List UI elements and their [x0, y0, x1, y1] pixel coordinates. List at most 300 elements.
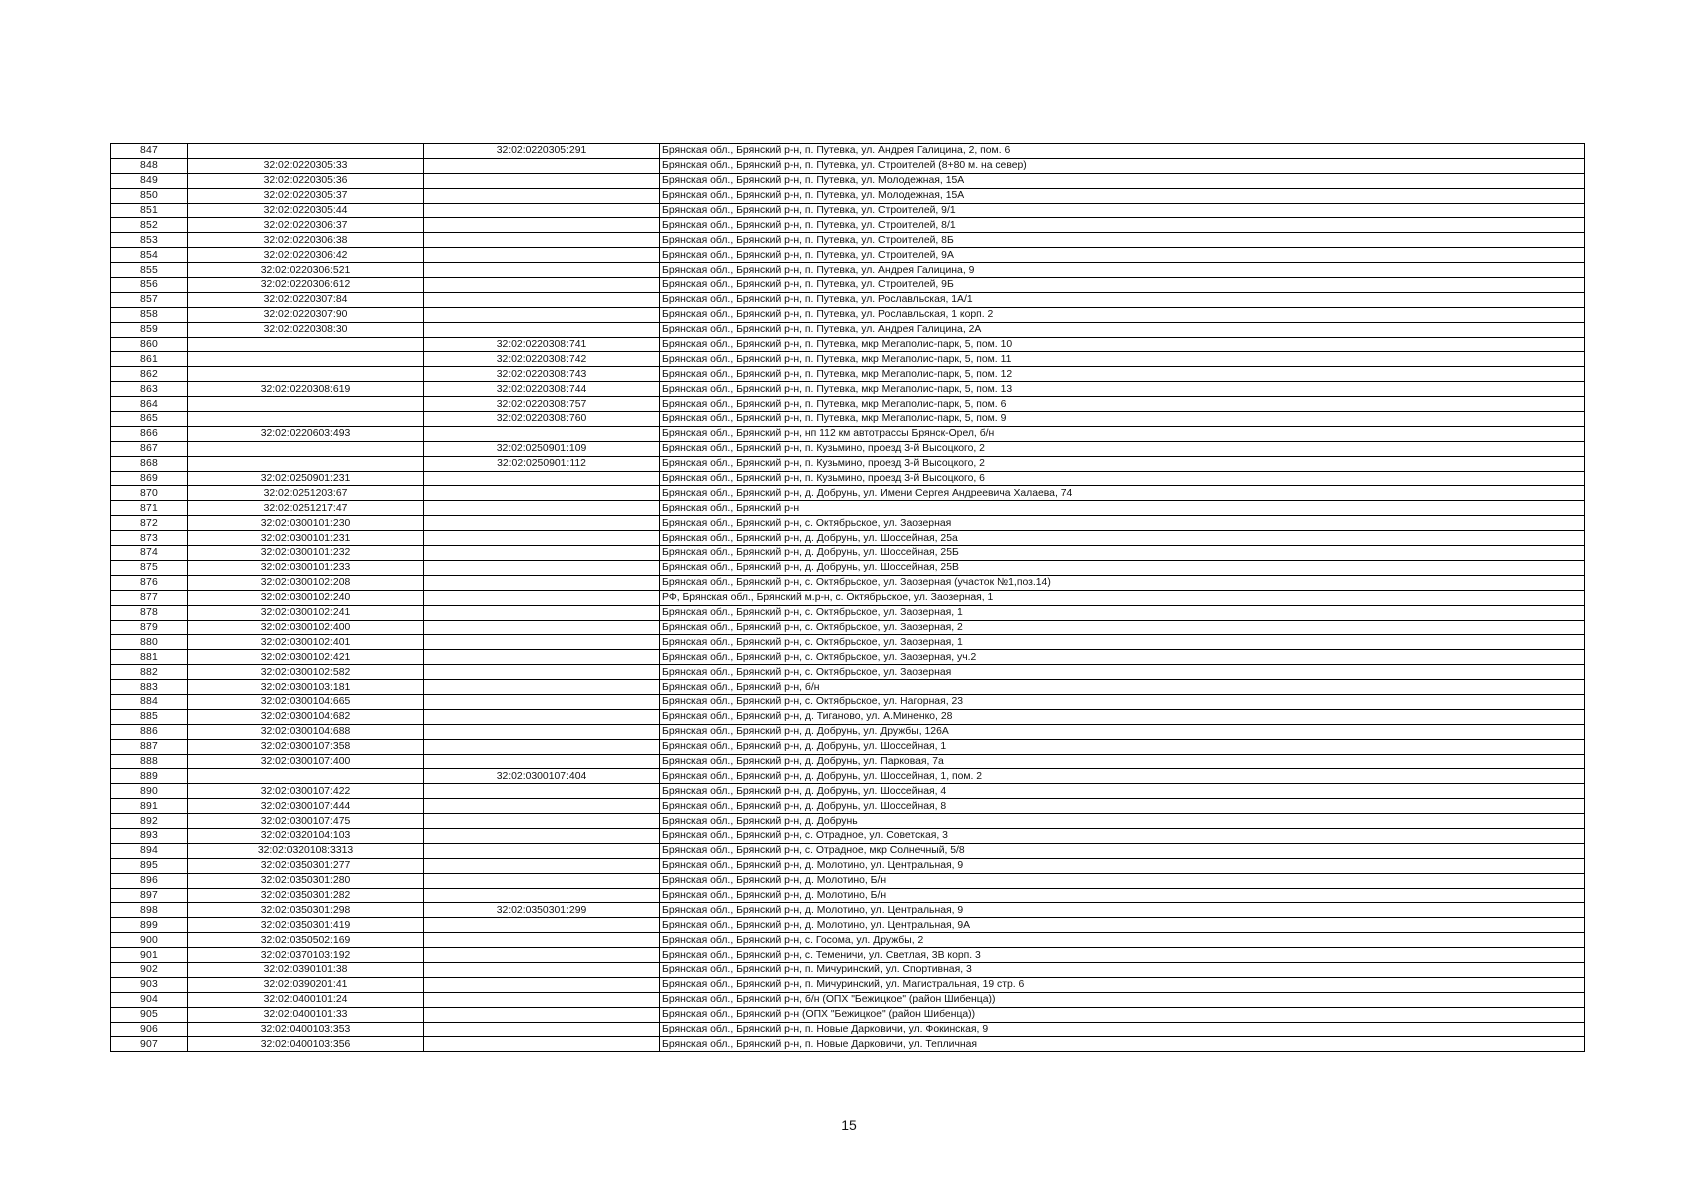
address-cell: Брянская обл., Брянский р-н, д. Молотино, Б/н: [660, 888, 1585, 903]
table-row: [111, 337, 1585, 352]
table-row: [111, 248, 1585, 263]
object-cadastral-number-cell: [424, 709, 660, 724]
cadastral-number-cell: 32:02:0300107:444: [188, 799, 424, 814]
row-number-cell: 904: [111, 992, 188, 1007]
address-cell: Брянская обл., Брянский р-н (ОПХ "Бежицкое" (район Шибенца)): [660, 1007, 1585, 1022]
row-number-cell: 869: [111, 471, 188, 486]
cadastral-number-cell: 32:02:0251203:67: [188, 486, 424, 501]
row-number-cell: 888: [111, 754, 188, 769]
object-cadastral-number-cell: [424, 188, 660, 203]
table-row: [111, 977, 1585, 992]
object-cadastral-number-cell: 32:02:0220308:741: [424, 337, 660, 352]
address-cell: Брянская обл., Брянский р-н, п. Путевка, ул. Молодежная, 15А: [660, 188, 1585, 203]
object-cadastral-number-cell: [424, 977, 660, 992]
address-cell: Брянская обл., Брянский р-н, с. Октябрьское, ул. Заозерная, 1: [660, 605, 1585, 620]
row-number-cell: 893: [111, 828, 188, 843]
row-number-cell: 879: [111, 620, 188, 635]
object-cadastral-number-cell: 32:02:0220308:760: [424, 412, 660, 427]
table-row: [111, 918, 1585, 933]
table-row: [111, 1007, 1585, 1022]
table-row: [111, 307, 1585, 322]
address-cell: Брянская обл., Брянский р-н, п. Путевка, ул. Андрея Галицина, 2, пом. 6: [660, 144, 1585, 159]
table-row: [111, 843, 1585, 858]
table-body: [111, 144, 1585, 1052]
row-number-cell: 867: [111, 441, 188, 456]
cadastral-number-cell: 32:02:0390101:38: [188, 962, 424, 977]
cadastral-number-cell: 32:02:0300103:181: [188, 680, 424, 695]
cadastral-number-cell: 32:02:0220308:30: [188, 322, 424, 337]
object-cadastral-number-cell: [424, 263, 660, 278]
object-cadastral-number-cell: [424, 426, 660, 441]
row-number-cell: 884: [111, 694, 188, 709]
address-cell: Брянская обл., Брянский р-н, б/н: [660, 680, 1585, 695]
table-row: [111, 873, 1585, 888]
row-number-cell: 858: [111, 307, 188, 322]
object-cadastral-number-cell: [424, 933, 660, 948]
cadastral-number-cell: [188, 367, 424, 382]
object-cadastral-number-cell: 32:02:0300107:404: [424, 769, 660, 784]
address-cell: Брянская обл., Брянский р-н, д. Добрунь, ул. Шоссейная, 25Б: [660, 546, 1585, 561]
table-row: [111, 650, 1585, 665]
cadastral-number-cell: 32:02:0220307:84: [188, 292, 424, 307]
address-cell: Брянская обл., Брянский р-н, с. Госома, ул. Дружбы, 2: [660, 933, 1585, 948]
row-number-cell: 862: [111, 367, 188, 382]
table-row: [111, 992, 1585, 1007]
row-number-cell: 901: [111, 948, 188, 963]
table-row: [111, 635, 1585, 650]
table-row: [111, 188, 1585, 203]
row-number-cell: 898: [111, 903, 188, 918]
table-row: [111, 516, 1585, 531]
address-cell: Брянская обл., Брянский р-н, д. Добрунь: [660, 814, 1585, 829]
table-row: [111, 441, 1585, 456]
object-cadastral-number-cell: [424, 635, 660, 650]
row-number-cell: 880: [111, 635, 188, 650]
table-row: [111, 962, 1585, 977]
cadastral-number-cell: 32:02:0300107:422: [188, 784, 424, 799]
cadastral-number-cell: 32:02:0300104:688: [188, 724, 424, 739]
cadastral-table: [110, 143, 1585, 1052]
address-cell: Брянская обл., Брянский р-н, д. Добрунь, ул. Шоссейная, 8: [660, 799, 1585, 814]
row-number-cell: 907: [111, 1037, 188, 1052]
object-cadastral-number-cell: [424, 218, 660, 233]
table-row: [111, 709, 1585, 724]
object-cadastral-number-cell: [424, 292, 660, 307]
row-number-cell: 896: [111, 873, 188, 888]
object-cadastral-number-cell: [424, 828, 660, 843]
address-cell: Брянская обл., Брянский р-н, с. Октябрьское, ул. Нагорная, 23: [660, 694, 1585, 709]
object-cadastral-number-cell: 32:02:0250901:112: [424, 456, 660, 471]
cadastral-number-cell: 32:02:0220306:42: [188, 248, 424, 263]
table-row: [111, 888, 1585, 903]
cadastral-number-cell: 32:02:0350301:282: [188, 888, 424, 903]
address-cell: Брянская обл., Брянский р-н, п. Путевка, ул. Рославльская, 1 корп. 2: [660, 307, 1585, 322]
row-number-cell: 855: [111, 263, 188, 278]
table-row: [111, 233, 1585, 248]
cadastral-number-cell: 32:02:0220308:619: [188, 382, 424, 397]
row-number-cell: 847: [111, 144, 188, 159]
cadastral-number-cell: 32:02:0300101:233: [188, 560, 424, 575]
table-row: [111, 754, 1585, 769]
address-cell: Брянская обл., Брянский р-н, с. Октябрьское, ул. Заозерная (участок №1,поз.14): [660, 575, 1585, 590]
address-cell: Брянская обл., Брянский р-н, б/н (ОПХ "Бежицкое" (район Шибенца)): [660, 992, 1585, 1007]
table-row: [111, 426, 1585, 441]
row-number-cell: 894: [111, 843, 188, 858]
table-row: [111, 858, 1585, 873]
cadastral-number-cell: 32:02:0300107:400: [188, 754, 424, 769]
cadastral-number-cell: 32:02:0300102:401: [188, 635, 424, 650]
address-cell: Брянская обл., Брянский р-н, нп 112 км автотрассы Брянск-Орел, б/н: [660, 426, 1585, 441]
address-cell: Брянская обл., Брянский р-н, с. Октябрьское, ул. Заозерная, 1: [660, 635, 1585, 650]
table-row: [111, 605, 1585, 620]
row-number-cell: 872: [111, 516, 188, 531]
object-cadastral-number-cell: [424, 1037, 660, 1052]
object-cadastral-number-cell: [424, 873, 660, 888]
address-cell: Брянская обл., Брянский р-н, п. Кузьмино, проезд 3-й Высоцкого, 6: [660, 471, 1585, 486]
address-cell: Брянская обл., Брянский р-н, д. Молотино, ул. Центральная, 9: [660, 903, 1585, 918]
table-row: [111, 382, 1585, 397]
table-row: [111, 694, 1585, 709]
object-cadastral-number-cell: 32:02:0220308:742: [424, 352, 660, 367]
cadastral-number-cell: 32:02:0220305:44: [188, 203, 424, 218]
table-row: [111, 173, 1585, 188]
row-number-cell: 873: [111, 531, 188, 546]
cadastral-number-cell: 32:02:0220305:36: [188, 173, 424, 188]
object-cadastral-number-cell: [424, 486, 660, 501]
address-cell: Брянская обл., Брянский р-н, п. Путевка, ул. Строителей, 9/1: [660, 203, 1585, 218]
row-number-cell: 906: [111, 1022, 188, 1037]
address-cell: Брянская обл., Брянский р-н, с. Октябрьское, ул. Заозерная: [660, 516, 1585, 531]
cadastral-number-cell: 32:02:0350301:280: [188, 873, 424, 888]
object-cadastral-number-cell: [424, 278, 660, 293]
cadastral-number-cell: 32:02:0300101:230: [188, 516, 424, 531]
object-cadastral-number-cell: [424, 694, 660, 709]
row-number-cell: 887: [111, 739, 188, 754]
row-number-cell: 891: [111, 799, 188, 814]
table-row: [111, 218, 1585, 233]
cadastral-number-cell: 32:02:0220306:38: [188, 233, 424, 248]
cadastral-number-cell: 32:02:0300102:208: [188, 575, 424, 590]
table-row: [111, 486, 1585, 501]
object-cadastral-number-cell: [424, 575, 660, 590]
cadastral-number-cell: 32:02:0390201:41: [188, 977, 424, 992]
row-number-cell: 883: [111, 680, 188, 695]
table-row: [111, 948, 1585, 963]
table-row: [111, 784, 1585, 799]
cadastral-number-cell: 32:02:0300104:665: [188, 694, 424, 709]
address-cell: Брянская обл., Брянский р-н, д. Добрунь, ул. Дружбы, 126А: [660, 724, 1585, 739]
address-cell: Брянская обл., Брянский р-н, п. Кузьмино, проезд 3-й Высоцкого, 2: [660, 456, 1585, 471]
object-cadastral-number-cell: 32:02:0220308:743: [424, 367, 660, 382]
cadastral-number-cell: 32:02:0300107:475: [188, 814, 424, 829]
cadastral-number-cell: 32:02:0350502:169: [188, 933, 424, 948]
row-number-cell: 875: [111, 560, 188, 575]
object-cadastral-number-cell: [424, 724, 660, 739]
object-cadastral-number-cell: [424, 516, 660, 531]
table-row: [111, 575, 1585, 590]
table-row: [111, 739, 1585, 754]
cadastral-number-cell: 32:02:0220305:33: [188, 158, 424, 173]
cadastral-number-cell: 32:02:0220603:493: [188, 426, 424, 441]
address-cell: Брянская обл., Брянский р-н, д. Молотино, Б/н: [660, 873, 1585, 888]
table-row: [111, 546, 1585, 561]
table-row: [111, 680, 1585, 695]
address-cell: Брянская обл., Брянский р-н, п. Путевка, мкр Мегаполис-парк, 5, пом. 12: [660, 367, 1585, 382]
table-row: [111, 560, 1585, 575]
address-cell: Брянская обл., Брянский р-н, д. Добрунь, ул. Имени Сергея Андреевича Халаева, 74: [660, 486, 1585, 501]
cadastral-number-cell: 32:02:0300101:232: [188, 546, 424, 561]
table-row: [111, 278, 1585, 293]
row-number-cell: 870: [111, 486, 188, 501]
row-number-cell: 878: [111, 605, 188, 620]
address-cell: Брянская обл., Брянский р-н, п. Путевка, мкр Мегаполис-парк, 5, пом. 6: [660, 397, 1585, 412]
row-number-cell: 866: [111, 426, 188, 441]
cadastral-number-cell: 32:02:0300104:682: [188, 709, 424, 724]
cadastral-number-cell: 32:02:0320108:3313: [188, 843, 424, 858]
row-number-cell: 889: [111, 769, 188, 784]
object-cadastral-number-cell: [424, 888, 660, 903]
cadastral-number-cell: 32:02:0400103:356: [188, 1037, 424, 1052]
object-cadastral-number-cell: 32:02:0350301:299: [424, 903, 660, 918]
cadastral-number-cell: 32:02:0320104:103: [188, 828, 424, 843]
address-cell: Брянская обл., Брянский р-н, п. Путевка, ул. Строителей, 8/1: [660, 218, 1585, 233]
address-cell: Брянская обл., Брянский р-н, п. Путевка, ул. Строителей, 8Б: [660, 233, 1585, 248]
row-number-cell: 859: [111, 322, 188, 337]
cadastral-number-cell: 32:02:0300102:240: [188, 590, 424, 605]
row-number-cell: 865: [111, 412, 188, 427]
address-cell: Брянская обл., Брянский р-н, д. Добрунь, ул. Шоссейная, 25В: [660, 560, 1585, 575]
row-number-cell: 892: [111, 814, 188, 829]
cadastral-number-cell: 32:02:0400101:24: [188, 992, 424, 1007]
address-cell: Брянская обл., Брянский р-н, д. Добрунь, ул. Шоссейная, 1: [660, 739, 1585, 754]
address-cell: Брянская обл., Брянский р-н, п. Путевка, ул. Строителей, 9Б: [660, 278, 1585, 293]
row-number-cell: 861: [111, 352, 188, 367]
row-number-cell: 854: [111, 248, 188, 263]
cadastral-number-cell: 32:02:0300102:582: [188, 665, 424, 680]
table-row: [111, 531, 1585, 546]
object-cadastral-number-cell: [424, 1022, 660, 1037]
address-cell: Брянская обл., Брянский р-н, д. Добрунь, ул. Шоссейная, 4: [660, 784, 1585, 799]
object-cadastral-number-cell: [424, 650, 660, 665]
row-number-cell: 863: [111, 382, 188, 397]
object-cadastral-number-cell: [424, 158, 660, 173]
address-cell: Брянская обл., Брянский р-н, п. Новые Дарковичи, ул. Фокинская, 9: [660, 1022, 1585, 1037]
object-cadastral-number-cell: [424, 560, 660, 575]
cadastral-number-cell: 32:02:0300101:231: [188, 531, 424, 546]
row-number-cell: 899: [111, 918, 188, 933]
cadastral-number-cell: 32:02:0220307:90: [188, 307, 424, 322]
table-row: [111, 799, 1585, 814]
row-number-cell: 848: [111, 158, 188, 173]
cadastral-number-cell: [188, 769, 424, 784]
row-number-cell: 856: [111, 278, 188, 293]
address-cell: Брянская обл., Брянский р-н: [660, 501, 1585, 516]
table-row: [111, 397, 1585, 412]
object-cadastral-number-cell: [424, 948, 660, 963]
address-cell: Брянская обл., Брянский р-н, с. Октябрьское, ул. Заозерная, уч.2: [660, 650, 1585, 665]
row-number-cell: 871: [111, 501, 188, 516]
object-cadastral-number-cell: [424, 739, 660, 754]
row-number-cell: 874: [111, 546, 188, 561]
object-cadastral-number-cell: 32:02:0220308:744: [424, 382, 660, 397]
table-row: [111, 665, 1585, 680]
table-row: [111, 933, 1585, 948]
table-row: [111, 903, 1585, 918]
row-number-cell: 864: [111, 397, 188, 412]
table-row: [111, 412, 1585, 427]
row-number-cell: 900: [111, 933, 188, 948]
cadastral-number-cell: [188, 337, 424, 352]
table-row: [111, 724, 1585, 739]
object-cadastral-number-cell: [424, 858, 660, 873]
object-cadastral-number-cell: 32:02:0220305:291: [424, 144, 660, 159]
row-number-cell: 860: [111, 337, 188, 352]
row-number-cell: 905: [111, 1007, 188, 1022]
object-cadastral-number-cell: [424, 203, 660, 218]
cadastral-number-cell: [188, 441, 424, 456]
table-row: [111, 471, 1585, 486]
address-cell: РФ, Брянская обл., Брянский м.р-н, с. Октябрьское, ул. Заозерная, 1: [660, 590, 1585, 605]
address-cell: Брянская обл., Брянский р-н, п. Кузьмино, проезд 3-й Высоцкого, 2: [660, 441, 1585, 456]
row-number-cell: 876: [111, 575, 188, 590]
cadastral-number-cell: 32:02:0251217:47: [188, 501, 424, 516]
cadastral-number-cell: 32:02:0350301:419: [188, 918, 424, 933]
table-row: [111, 501, 1585, 516]
object-cadastral-number-cell: [424, 173, 660, 188]
cadastral-number-cell: 32:02:0400101:33: [188, 1007, 424, 1022]
object-cadastral-number-cell: [424, 754, 660, 769]
cadastral-number-cell: 32:02:0370103:192: [188, 948, 424, 963]
table-row: [111, 263, 1585, 278]
row-number-cell: 882: [111, 665, 188, 680]
cadastral-number-cell: 32:02:0400103:353: [188, 1022, 424, 1037]
object-cadastral-number-cell: [424, 248, 660, 263]
address-cell: Брянская обл., Брянский р-н, п. Мичуринский, ул. Магистральная, 19 стр. 6: [660, 977, 1585, 992]
table-row: [111, 322, 1585, 337]
table-row: [111, 620, 1585, 635]
address-cell: Брянская обл., Брянский р-н, с. Отрадное, ул. Советская, 3: [660, 828, 1585, 843]
object-cadastral-number-cell: [424, 992, 660, 1007]
cadastral-number-cell: 32:02:0300107:358: [188, 739, 424, 754]
row-number-cell: 881: [111, 650, 188, 665]
address-cell: Брянская обл., Брянский р-н, с. Октябрьское, ул. Заозерная, 2: [660, 620, 1585, 635]
cadastral-number-cell: 32:02:0250901:231: [188, 471, 424, 486]
table-row: [111, 828, 1585, 843]
cadastral-number-cell: [188, 144, 424, 159]
row-number-cell: 903: [111, 977, 188, 992]
object-cadastral-number-cell: [424, 1007, 660, 1022]
address-cell: Брянская обл., Брянский р-н, п. Путевка, мкр Мегаполис-парк, 5, пом. 10: [660, 337, 1585, 352]
row-number-cell: 897: [111, 888, 188, 903]
row-number-cell: 849: [111, 173, 188, 188]
row-number-cell: 850: [111, 188, 188, 203]
row-number-cell: 868: [111, 456, 188, 471]
object-cadastral-number-cell: [424, 918, 660, 933]
row-number-cell: 852: [111, 218, 188, 233]
object-cadastral-number-cell: [424, 233, 660, 248]
cadastral-number-cell: [188, 412, 424, 427]
address-cell: Брянская обл., Брянский р-н, д. Добрунь, ул. Шоссейная, 1, пом. 2: [660, 769, 1585, 784]
object-cadastral-number-cell: [424, 843, 660, 858]
object-cadastral-number-cell: [424, 680, 660, 695]
object-cadastral-number-cell: 32:02:0250901:109: [424, 441, 660, 456]
address-cell: Брянская обл., Брянский р-н, п. Путевка, ул. Строителей, 9А: [660, 248, 1585, 263]
page-number: 15: [841, 1117, 857, 1133]
table-row: [111, 203, 1585, 218]
object-cadastral-number-cell: [424, 307, 660, 322]
cadastral-number-cell: [188, 397, 424, 412]
address-cell: Брянская обл., Брянский р-н, п. Новые Дарковичи, ул. Тепличная: [660, 1037, 1585, 1052]
table-row: [111, 352, 1585, 367]
object-cadastral-number-cell: [424, 620, 660, 635]
object-cadastral-number-cell: [424, 814, 660, 829]
table-row: [111, 1037, 1585, 1052]
object-cadastral-number-cell: [424, 784, 660, 799]
object-cadastral-number-cell: [424, 471, 660, 486]
cadastral-number-cell: 32:02:0220306:37: [188, 218, 424, 233]
row-number-cell: 890: [111, 784, 188, 799]
cadastral-number-cell: 32:02:0220306:521: [188, 263, 424, 278]
address-cell: Брянская обл., Брянский р-н, п. Путевка, ул. Строителей (8+80 м. на север): [660, 158, 1585, 173]
table-row: [111, 456, 1585, 471]
table-row: [111, 144, 1585, 159]
row-number-cell: 851: [111, 203, 188, 218]
object-cadastral-number-cell: 32:02:0220308:757: [424, 397, 660, 412]
address-cell: Брянская обл., Брянский р-н, п. Путевка, мкр Мегаполис-парк, 5, пом. 13: [660, 382, 1585, 397]
address-cell: Брянская обл., Брянский р-н, п. Путевка, ул. Андрея Галицина, 2А: [660, 322, 1585, 337]
cadastral-number-cell: [188, 456, 424, 471]
row-number-cell: 877: [111, 590, 188, 605]
cadastral-number-cell: 32:02:0220305:37: [188, 188, 424, 203]
row-number-cell: 895: [111, 858, 188, 873]
address-cell: Брянская обл., Брянский р-н, п. Мичуринский, ул. Спортивная, 3: [660, 962, 1585, 977]
address-cell: Брянская обл., Брянский р-н, с. Отрадное, мкр Солнечный, 5/8: [660, 843, 1585, 858]
object-cadastral-number-cell: [424, 799, 660, 814]
cadastral-number-cell: 32:02:0350301:277: [188, 858, 424, 873]
row-number-cell: 902: [111, 962, 188, 977]
address-cell: Брянская обл., Брянский р-н, п. Путевка, ул. Андрея Галицина, 9: [660, 263, 1585, 278]
object-cadastral-number-cell: [424, 962, 660, 977]
address-cell: Брянская обл., Брянский р-н, д. Добрунь, ул. Шоссейная, 25а: [660, 531, 1585, 546]
table-row: [111, 769, 1585, 784]
cadastral-number-cell: 32:02:0300102:421: [188, 650, 424, 665]
row-number-cell: 886: [111, 724, 188, 739]
cadastral-number-cell: 32:02:0350301:298: [188, 903, 424, 918]
object-cadastral-number-cell: [424, 590, 660, 605]
address-cell: Брянская обл., Брянский р-н, д. Добрунь, ул. Парковая, 7а: [660, 754, 1585, 769]
row-number-cell: 857: [111, 292, 188, 307]
object-cadastral-number-cell: [424, 322, 660, 337]
table-row: [111, 292, 1585, 307]
table-row: [111, 1022, 1585, 1037]
address-cell: Брянская обл., Брянский р-н, д. Молотино, ул. Центральная, 9: [660, 858, 1585, 873]
object-cadastral-number-cell: [424, 546, 660, 561]
address-cell: Брянская обл., Брянский р-н, д. Молотино, ул. Центральная, 9А: [660, 918, 1585, 933]
table-row: [111, 158, 1585, 173]
cadastral-number-cell: [188, 352, 424, 367]
address-cell: Брянская обл., Брянский р-н, д. Тиганово, ул. А.Миненко, 28: [660, 709, 1585, 724]
row-number-cell: 853: [111, 233, 188, 248]
address-cell: Брянская обл., Брянский р-н, п. Путевка, ул. Рославльская, 1А/1: [660, 292, 1585, 307]
cadastral-number-cell: 32:02:0220306:612: [188, 278, 424, 293]
address-cell: Брянская обл., Брянский р-н, п. Путевка, ул. Молодежная, 15А: [660, 173, 1585, 188]
object-cadastral-number-cell: [424, 605, 660, 620]
object-cadastral-number-cell: [424, 531, 660, 546]
address-cell: Брянская обл., Брянский р-н, п. Путевка, мкр Мегаполис-парк, 5, пом. 9: [660, 412, 1585, 427]
table-row: [111, 814, 1585, 829]
address-cell: Брянская обл., Брянский р-н, с. Октябрьское, ул. Заозерная: [660, 665, 1585, 680]
table-row: [111, 367, 1585, 382]
